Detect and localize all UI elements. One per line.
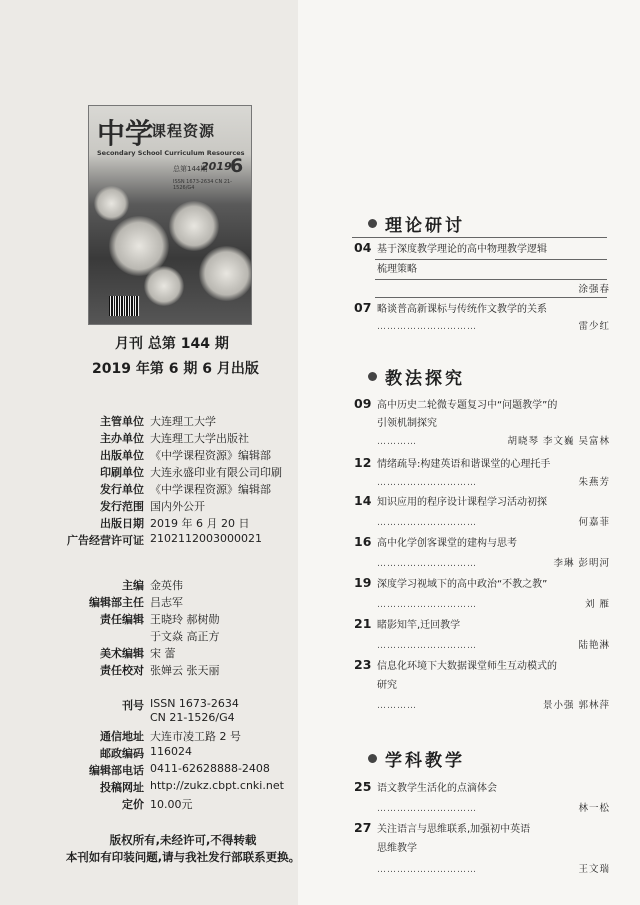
bullet-icon — [368, 754, 377, 763]
leader-dots: ………………………… — [377, 600, 477, 610]
article-author: 朱燕芳 — [578, 477, 610, 488]
staff-label: 责任校对 — [100, 664, 144, 677]
divider — [375, 279, 607, 280]
article-title-cont: 思维教学 — [377, 843, 417, 854]
pubinfo-value: ISSN 1673-2634 — [150, 697, 239, 710]
article-title: 情绪疏导:构建英语和谐课堂的心理托手 — [377, 459, 551, 470]
staff-value: 吕志军 — [150, 596, 183, 609]
masthead-label: 出版日期 — [100, 517, 144, 530]
masthead-label: 出版单位 — [100, 449, 144, 462]
masthead-value: 2102112003000021 — [150, 532, 262, 545]
section-header-methods — [368, 364, 465, 389]
pubinfo-value: 116024 — [150, 745, 192, 758]
article-title-cont: 研究 — [377, 680, 397, 691]
page-number: 14 — [354, 493, 372, 508]
cover-issue-total: 总第144期 — [173, 165, 208, 173]
section-title: 教法探究 — [385, 369, 465, 389]
article-title: 略谈普高新课标与传统作文教学的关系 — [377, 304, 547, 315]
cover-subtitle: 课程资源 — [151, 122, 216, 140]
bullet-icon — [368, 219, 377, 228]
article-author: 胡晓琴 李文巍 吴富林 — [507, 436, 610, 447]
masthead-label: 广告经营许可证 — [67, 534, 144, 547]
leader-dots: ………………………… — [377, 865, 477, 875]
article-title: 信息化环境下大数据课堂师生互动模式的 — [377, 661, 557, 672]
article-title: 睹影知竿,迁回教学 — [377, 620, 461, 631]
page-number: 19 — [354, 575, 372, 590]
page-number: 09 — [354, 396, 372, 411]
staff-label: 编辑部主任 — [89, 596, 144, 609]
section-header-theory — [368, 211, 465, 236]
leader-dots: ………………………… — [377, 478, 477, 488]
masthead-value: 《中学课程资源》编辑部 — [150, 449, 271, 462]
page-number: 21 — [354, 616, 372, 631]
masthead-value: 大连永盛印业有限公司印刷 — [150, 466, 282, 479]
staff-label: 责任编辑 — [100, 613, 144, 626]
masthead-label: 发行单位 — [100, 483, 144, 496]
article-author: 涂强春 — [578, 284, 610, 295]
article-title: 深度学习视域下的高中政治“不教之教” — [377, 579, 548, 590]
staff-label: 主编 — [122, 579, 144, 592]
pubinfo-value: 10.00元 — [150, 798, 193, 811]
print-issue-notice: 本刊如有印装问题,请与我社发行部联系更换。 — [65, 850, 301, 864]
article-author: 景小强 郭林萍 — [542, 700, 610, 711]
pubinfo-label: 邮政编码 — [100, 747, 144, 760]
staff-value: 王晓玲 郝树勋 — [150, 613, 220, 626]
section-header-subjects — [368, 746, 465, 771]
cover-english-title: Secondary School Curriculum Resources — [97, 149, 245, 157]
page-number: 25 — [354, 779, 372, 794]
staff-value: 金英伟 — [150, 579, 183, 592]
article-title: 关注语言与思维联系,加强初中英语 — [377, 824, 531, 835]
masthead-value: 大连理工大学 — [150, 415, 216, 428]
pubinfo-label: 编辑部电话 — [89, 764, 144, 777]
pubinfo-label: 定价 — [122, 798, 144, 811]
leader-dots: ………………………… — [377, 518, 477, 528]
contents-column — [298, 0, 640, 905]
divider — [352, 237, 607, 238]
masthead-label: 发行范围 — [100, 500, 144, 513]
page-number: 27 — [354, 820, 372, 835]
staff-value: 于文焱 高正方 — [150, 630, 220, 643]
pubinfo-label: 投稿网址 — [100, 781, 144, 794]
page-number: 12 — [354, 455, 372, 470]
cover-issn: ISSN 1673-2634 CN 21-1526/G4 — [173, 179, 232, 191]
article-title: 高中历史二轮微专题复习中“问题教学”的 — [377, 400, 558, 411]
pubinfo-value: http://zukz.cbpt.cnki.net — [150, 779, 284, 792]
leader-dots: ………………………… — [377, 322, 477, 332]
cover-image — [88, 105, 252, 325]
masthead-label: 印刷单位 — [100, 466, 144, 479]
pubinfo-value: CN 21-1526/G4 — [150, 711, 235, 724]
leader-dots: ………………………… — [377, 641, 477, 651]
section-title: 理论研讨 — [385, 216, 465, 236]
page-number: 23 — [354, 657, 372, 672]
article-title-cont: 引领机制探究 — [377, 418, 437, 429]
cover-title: 中学 — [97, 117, 154, 150]
article-author: 何嘉菲 — [578, 517, 610, 528]
article-author: 林一松 — [578, 803, 610, 814]
masthead-label: 主办单位 — [100, 432, 144, 445]
divider — [375, 297, 607, 298]
article-title-cont: 梳理策略 — [377, 264, 417, 275]
masthead-value: 2019 年 6 月 20 日 — [150, 517, 250, 530]
bullet-icon — [368, 372, 377, 381]
issue-line-1: 月刊 总第 144 期 — [115, 336, 229, 352]
pubinfo-label: 刊号 — [122, 699, 144, 712]
page-number: 07 — [354, 300, 372, 315]
leader-dots: ………… — [377, 437, 417, 447]
masthead-value: 国内外公开 — [150, 500, 205, 513]
masthead-value: 《中学课程资源》编辑部 — [150, 483, 271, 496]
leader-dots: ………… — [377, 701, 417, 711]
staff-label: 美术编辑 — [100, 647, 144, 660]
article-title: 高中化学创客课堂的建构与思考 — [377, 538, 517, 549]
leader-dots: ………………………… — [377, 804, 477, 814]
pubinfo-label: 通信地址 — [100, 730, 144, 743]
masthead-label: 主管单位 — [100, 415, 144, 428]
article-author: 陆艳淋 — [578, 640, 610, 651]
masthead-value: 大连理工大学出版社 — [150, 432, 249, 445]
page-number: 04 — [354, 240, 372, 255]
divider — [375, 259, 607, 260]
pubinfo-value: 0411-62628888-2408 — [150, 762, 270, 775]
copyright-notice: 版权所有,未经许可,不得转载 — [109, 833, 257, 847]
issue-line-2: 2019 年第 6 期 6 月出版 — [92, 361, 259, 377]
section-title: 学科教学 — [385, 751, 465, 771]
cover-year: 2019 — [201, 160, 232, 173]
article-title: 基于深度教学理论的高中物理教学逻辑 — [377, 244, 547, 255]
article-title: 知识应用的程序设计课程学习活动初探 — [377, 497, 547, 508]
article-author: 雷少红 — [578, 321, 610, 332]
article-author: 王文瑞 — [578, 864, 610, 875]
pubinfo-value: 大连市凌工路 2 号 — [150, 730, 241, 743]
staff-value: 宋 蕾 — [150, 647, 176, 660]
cover-number: 6 — [230, 155, 244, 177]
page-number: 16 — [354, 534, 372, 549]
barcode-icon — [109, 296, 139, 316]
article-title: 语文教学生活化的点滴体会 — [377, 783, 497, 794]
staff-value: 张婵云 张天丽 — [150, 664, 220, 677]
leader-dots: ………………………… — [377, 559, 477, 569]
article-author: 李琳 彭明河 — [553, 558, 610, 569]
article-author: 刘 雁 — [584, 599, 610, 610]
